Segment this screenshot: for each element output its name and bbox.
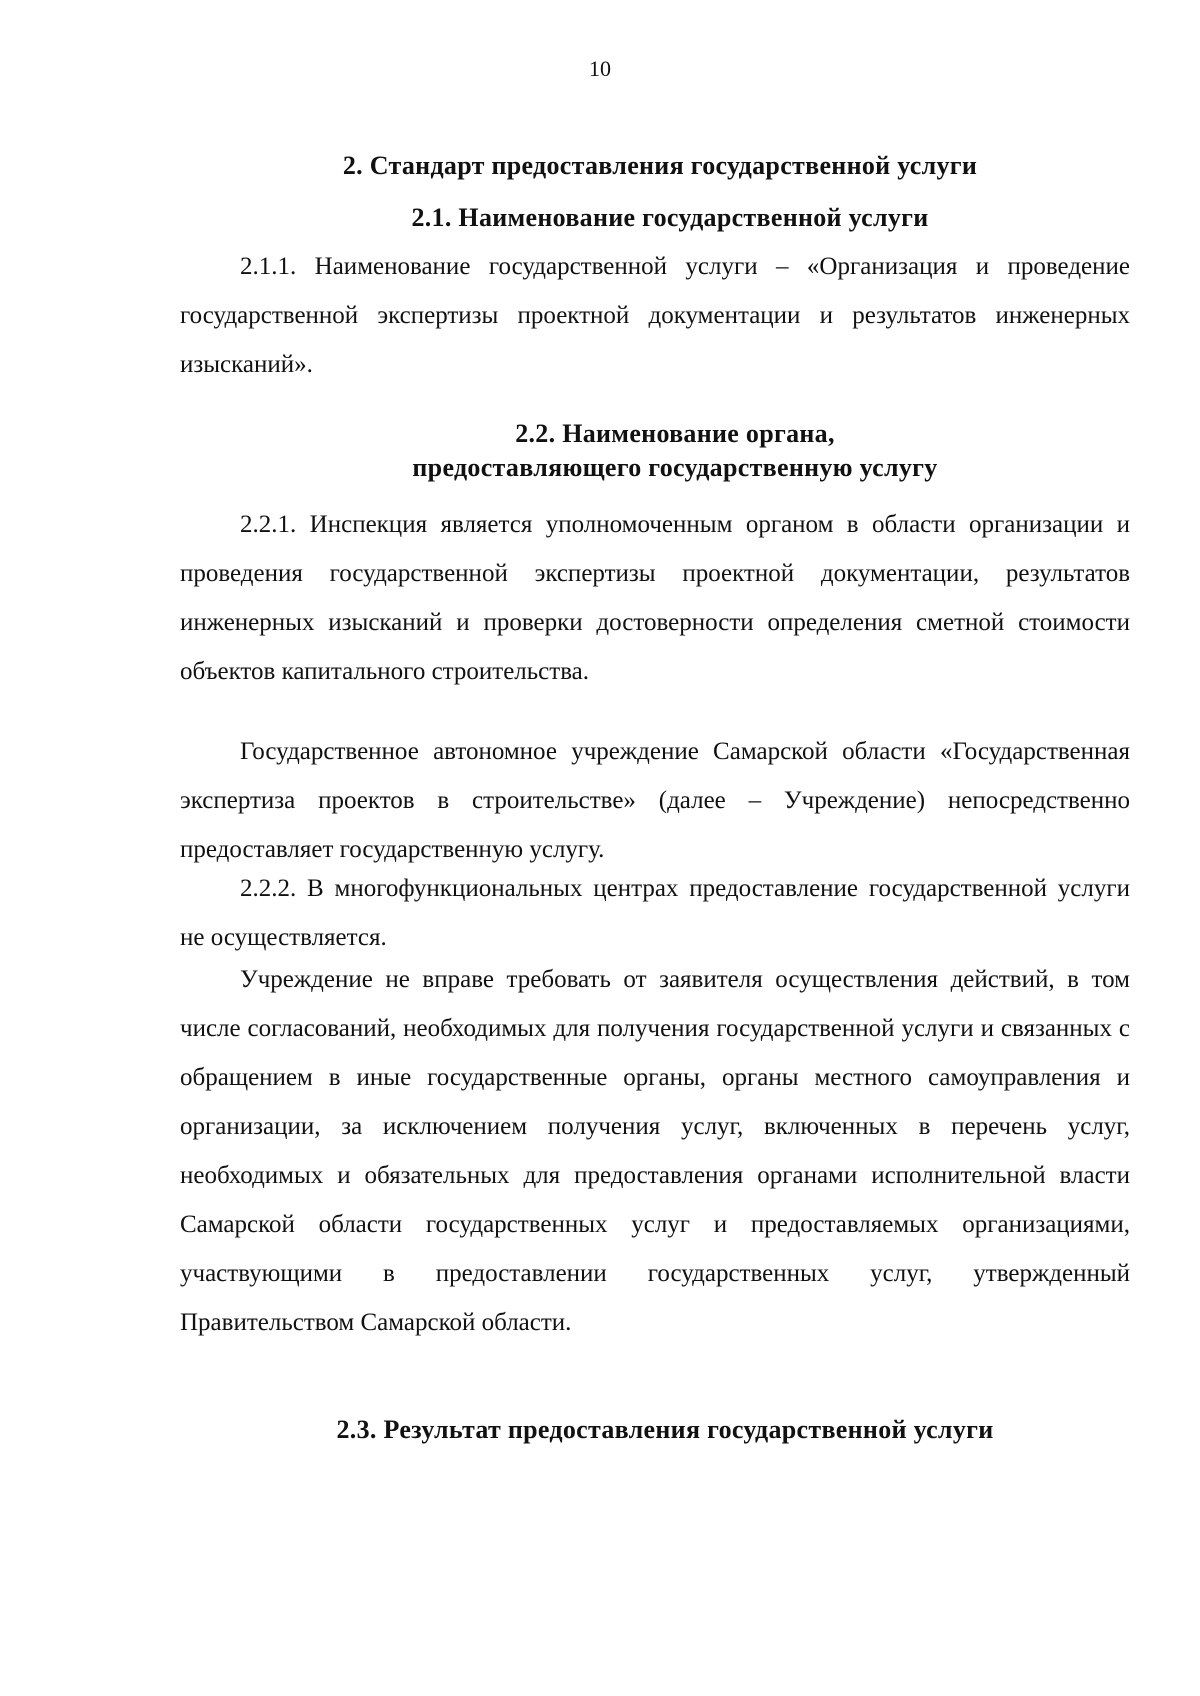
section-2-1-title: 2.1. Наименование государственной услуги bbox=[411, 203, 929, 232]
section-2-3-title: 2.3. Результат предоставления государственной услуги bbox=[336, 1415, 994, 1444]
page-number: 10 bbox=[589, 56, 611, 81]
paragraph-2-1-1: 2.1.1. Наименование государственной услуги – «Организация и проведение государственной экспертизы проектной документации и результатов инженерных изысканий». bbox=[180, 253, 1130, 378]
section-2-title: 2. Стандарт предоставления государственной услуги bbox=[342, 151, 978, 180]
paragraph-2-2-2-restriction: Учреждение не вправе требовать от заявителя осуществления действий, в том числе согласований, необходимых для получения государственной услуги и связанных с обращением в иные государственные органы, органы местного самоуправления и организации, за исключением получения услуг, включенных в перечень услуг, необходимых и обязательных для предоставления органами исполнительной власти Самарской области государственных услуг и предоставляемых организациями, участвующими в предоставлении государственных услуг, утвержденный Правительством Самарской области. bbox=[180, 966, 1130, 1336]
paragraph-2-2-1: 2.2.1. Инспекция является уполномоченным органом в области организации и проведения государственной экспертизы проектной документации, результатов инженерных изысканий и проверки достоверности определения сметной стоимости объектов капитального строительства. bbox=[180, 511, 1130, 685]
paragraph-2-2-2: 2.2.2. В многофункциональных центрах предоставление государственной услуги не осуществляется. bbox=[180, 875, 1130, 951]
paragraph-2-2-1-institution: Государственное автономное учреждение Самарской области «Государственная экспертиза проектов в строительстве» (далее – Учреждение) непосредственно предоставляет государственную услугу. bbox=[180, 738, 1130, 863]
section-2-2-title-line1: 2.2. Наименование органа, bbox=[515, 419, 835, 448]
section-2-2-title-line2: предоставляющего государственную услугу bbox=[412, 453, 938, 482]
